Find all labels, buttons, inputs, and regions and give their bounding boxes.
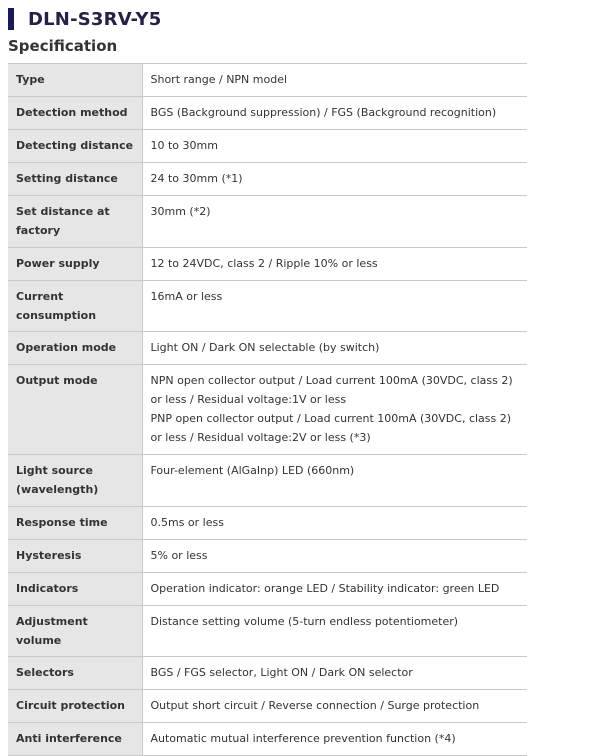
spec-value — [142, 332, 527, 365]
spec-value — [142, 196, 527, 248]
spec-label: Response time — [8, 507, 142, 540]
spec-label: Detecting distance — [8, 130, 142, 163]
spec-row — [8, 540, 527, 573]
spec-row — [8, 130, 527, 163]
spec-value-line: BGS / FGS selector, Light ON / Dark ON selector — [150, 666, 413, 679]
spec-row — [8, 163, 527, 196]
spec-row — [8, 507, 527, 540]
spec-label: Light source (wavelength) — [8, 455, 142, 507]
spec-label: Detection method — [8, 97, 142, 130]
spec-value-line: 12 to 24VDC, class 2 / Ripple 10% or less — [150, 257, 378, 270]
spec-value-line: Operation indicator: orange LED / Stability indicator: green LED — [150, 582, 500, 595]
spec-label: Power supply — [8, 248, 142, 281]
spec-label: Anti interference — [8, 723, 142, 756]
page-title: DLN-S3RV-Y5 — [28, 8, 162, 30]
spec-value — [142, 606, 527, 657]
spec-label: Set distance at factory — [8, 196, 142, 248]
spec-value-line: 5% or less — [150, 549, 208, 562]
spec-value — [142, 130, 527, 163]
spec-row — [8, 455, 527, 507]
spec-value — [142, 540, 527, 573]
spec-value — [142, 573, 527, 606]
spec-label: Type — [8, 64, 142, 97]
spec-value-line: BGS (Background suppression) / FGS (Background recognition) — [150, 106, 497, 119]
spec-row — [8, 606, 527, 657]
spec-value-line: 16mA or less — [150, 290, 223, 303]
spec-value-line: 10 to 30mm — [150, 139, 218, 152]
spec-row — [8, 64, 527, 97]
spec-value — [142, 248, 527, 281]
spec-label: Setting distance — [8, 163, 142, 196]
spec-row — [8, 690, 527, 723]
spec-row — [8, 365, 527, 455]
spec-row — [8, 723, 527, 756]
spec-row — [8, 97, 527, 130]
spec-value-line: Output short circuit / Reverse connection / Surge protection — [150, 699, 480, 712]
spec-row — [8, 248, 527, 281]
spec-row — [8, 573, 527, 606]
spec-value-line: Distance setting volume (5-turn endless potentiometer) — [150, 615, 459, 628]
spec-row — [8, 281, 527, 332]
spec-value — [142, 657, 527, 690]
spec-value — [142, 163, 527, 196]
spec-value — [142, 507, 527, 540]
specification-table-body — [8, 64, 527, 756]
spec-value-line: Four-element (AlGaInp) LED (660nm) — [150, 464, 355, 477]
page-header — [8, 7, 162, 31]
spec-label: Indicators — [8, 573, 142, 606]
spec-row — [8, 657, 527, 690]
spec-value-line: Short range / NPN model — [150, 73, 288, 86]
spec-value-line: PNP open collector output / Load current 100mA (30VDC, class 2) or less / Residual voltage:2V or less (*3) — [150, 412, 512, 444]
spec-label: Current consumption — [8, 281, 142, 332]
spec-label: Circuit protection — [8, 690, 142, 723]
spec-row — [8, 332, 527, 365]
spec-value — [142, 281, 527, 332]
spec-value-line: Light ON / Dark ON selectable (by switch) — [150, 341, 380, 354]
spec-value — [142, 723, 527, 756]
spec-label: Hysteresis — [8, 540, 142, 573]
spec-value-line: 0.5ms or less — [150, 516, 224, 529]
spec-value-line: Automatic mutual interference prevention function (*4) — [150, 732, 456, 745]
spec-label: Operation mode — [8, 332, 142, 365]
spec-value-line: 30mm (*2) — [150, 205, 211, 218]
spec-value — [142, 690, 527, 723]
spec-value — [142, 455, 527, 507]
spec-label: Adjustment volume — [8, 606, 142, 657]
spec-value — [142, 365, 527, 455]
spec-label: Output mode — [8, 365, 142, 455]
spec-value-line: NPN open collector output / Load current 100mA (30VDC, class 2) or less / Residual voltage:1V or less — [150, 374, 513, 406]
spec-value-line: 24 to 30mm (*1) — [150, 172, 243, 185]
spec-row — [8, 196, 527, 248]
spec-label: Selectors — [8, 657, 142, 690]
specification-table — [8, 63, 527, 756]
section-heading: Specification — [8, 37, 118, 55]
title-accent-bar — [8, 8, 14, 30]
spec-value — [142, 64, 527, 97]
spec-value — [142, 97, 527, 130]
